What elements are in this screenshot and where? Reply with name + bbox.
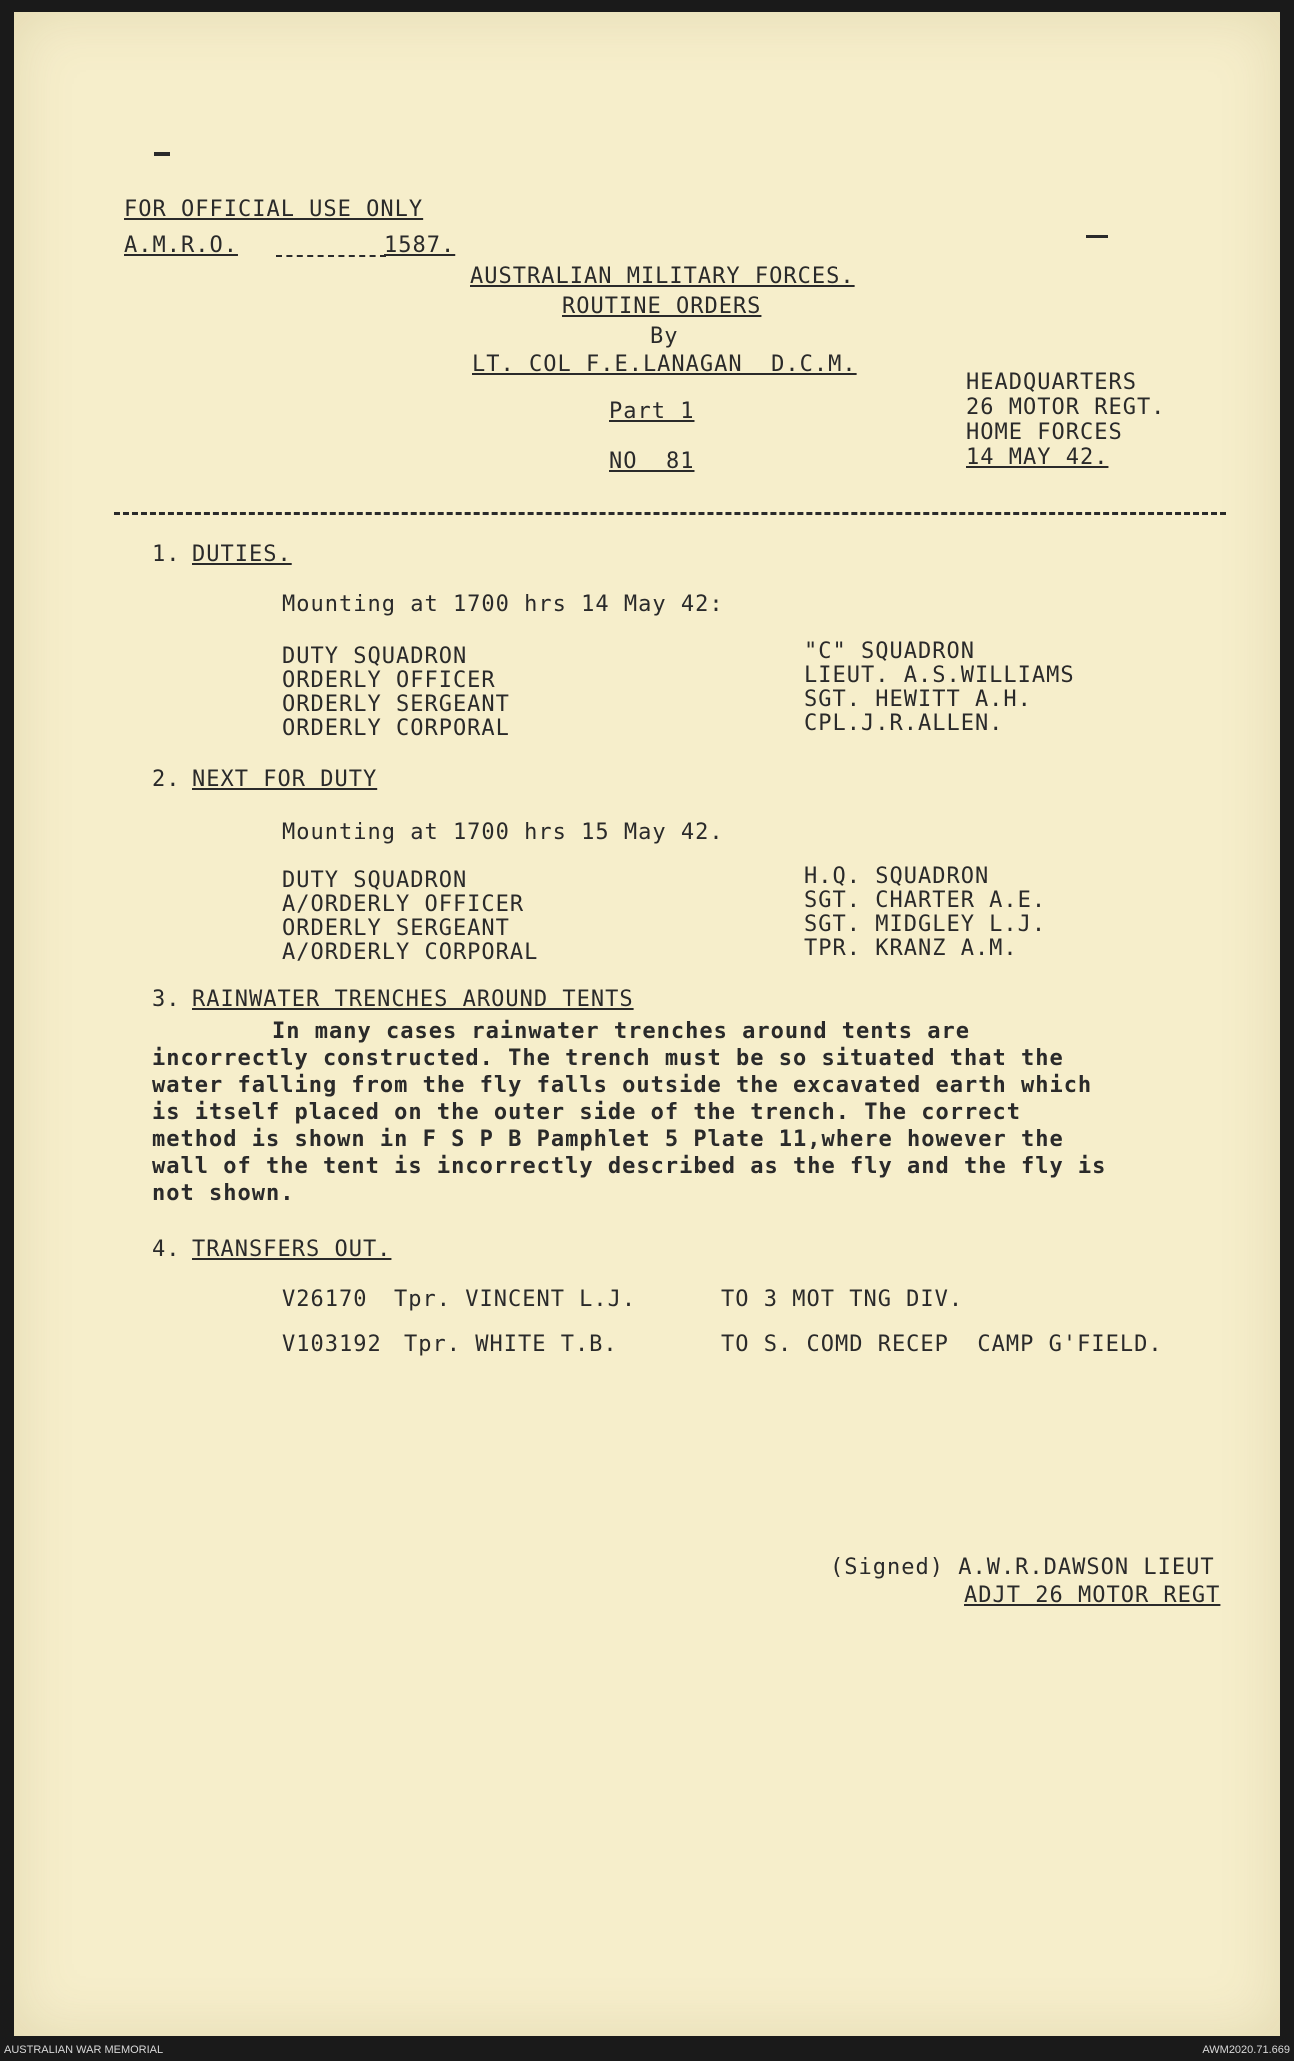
order-number: NO 81 [609,449,695,474]
archive-reference: AWM2020.71.669 [1202,2044,1290,2056]
paragraph-line: incorrectly constructed. The trench must be so situated that the [152,1046,1064,1071]
transfer-destination: TO S. COMD RECEP CAMP G'FIELD. [721,1332,1163,1357]
duty-role: ORDERLY SERGEANT [282,916,510,941]
next-mounting: Mounting at 1700 hrs 15 May 42. [282,820,724,845]
duty-assignee: H.Q. SQUADRON [804,864,990,889]
ink-mark [1086,235,1108,238]
section-heading-transfers: TRANSFERS OUT. [192,1237,392,1262]
hq-line-1: HEADQUARTERS [966,370,1137,395]
duty-assignee: TPR. KRANZ A.M. [804,936,1018,961]
archive-footer [0,2040,1294,2061]
transfer-person: Tpr. VINCENT L.J. [394,1287,637,1312]
duties-mounting: Mounting at 1700 hrs 14 May 42: [282,592,724,617]
duty-role: DUTY SQUADRON [282,644,468,669]
archive-name: AUSTRALIAN WAR MEMORIAL [4,2044,164,2056]
amro-label: A.M.R.O. [124,233,238,258]
duty-assignee: SGT. CHARTER A.E. [804,888,1047,913]
duty-role: ORDERLY OFFICER [282,668,496,693]
duty-assignee: CPL.J.R.ALLEN. [804,711,1004,736]
amro-blank [276,233,386,257]
transfer-destination: TO 3 MOT TNG DIV. [721,1287,964,1312]
paragraph-line: method is shown in F S P B Pamphlet 5 Plate 11,where however the [152,1127,1064,1152]
header-divider [114,512,1226,515]
official-use-heading: FOR OFFICIAL USE ONLY [124,197,424,222]
duty-role: DUTY SQUADRON [282,868,468,893]
document-page [14,12,1280,2036]
duty-assignee: SGT. HEWITT A.H. [804,687,1032,712]
duty-assignee: SGT. MIDGLEY L.J. [804,912,1047,937]
transfer-service-number: V103192 [282,1332,382,1357]
amro-number: 1587. [384,233,456,258]
transfer-person: Tpr. WHITE T.B. [404,1332,618,1357]
section-heading-rainwater: RAINWATER TRENCHES AROUND TENTS [192,987,634,1012]
paragraph-line: wall of the tent is incorrectly described as the fly and the fly is [152,1154,1107,1179]
signature-appointment: ADJT 26 MOTOR REGT [964,1583,1221,1608]
duty-role: A/ORDERLY OFFICER [282,892,525,917]
paragraph-line: not shown. [152,1181,295,1206]
title-forces: AUSTRALIAN MILITARY FORCES. [470,264,855,289]
hq-line-3: HOME FORCES [966,420,1123,445]
paragraph-line: In many cases rainwater trenches around tents are [272,1019,971,1044]
title-by: By [650,324,679,349]
signature-line: (Signed) A.W.R.DAWSON LIEUT [830,1555,1215,1580]
transfer-service-number: V26170 [282,1287,368,1312]
section-heading-duties: DUTIES. [192,542,292,567]
duty-assignee: "C" SQUADRON [804,639,975,664]
section-number: 3. [152,987,181,1012]
section-heading-next-duty: NEXT FOR DUTY [192,767,378,792]
duty-assignee: LIEUT. A.S.WILLIAMS [804,663,1075,688]
duty-role: A/ORDERLY CORPORAL [282,940,539,965]
duty-role: ORDERLY CORPORAL [282,716,510,741]
hq-line-2: 26 MOTOR REGT. [966,395,1166,420]
section-number: 1. [152,542,181,567]
ink-mark [154,152,170,156]
title-routine-orders: ROUTINE ORDERS [562,294,762,319]
paragraph-line: is itself placed on the outer side of the trench. The correct [152,1100,1021,1125]
duty-role: ORDERLY SERGEANT [282,692,510,717]
section-number: 4. [152,1237,181,1262]
title-commander: LT. COL F.E.LANAGAN D.C.M. [472,352,857,377]
paragraph-line: water falling from the fly falls outside the excavated earth which [152,1073,1093,1098]
hq-date: 14 MAY 42. [966,445,1109,470]
section-number: 2. [152,767,181,792]
rainwater-paragraph [152,1018,1172,1207]
part-label: Part 1 [609,399,695,424]
